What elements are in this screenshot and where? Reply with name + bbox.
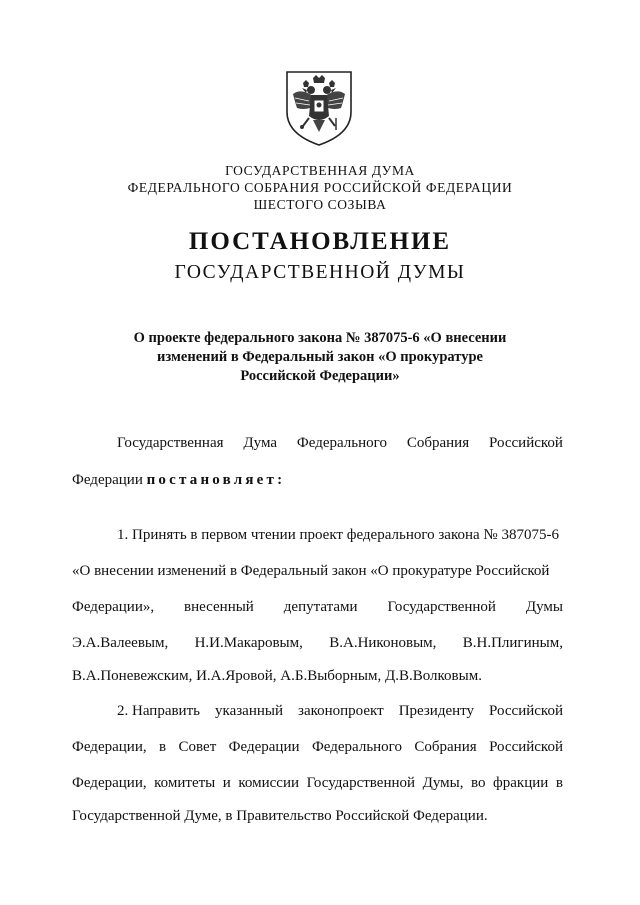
word: Дума <box>243 435 278 451</box>
subject-line-2: изменений в Федеральный закон «О прокуратуре <box>157 349 483 365</box>
word: Российской <box>489 703 563 719</box>
clause-2-line-4: Государственной Думе, в Правительство Российской Федерации. <box>72 808 488 824</box>
subject-line-3: Российской Федерации» <box>240 368 400 384</box>
word: Государственной <box>387 599 496 615</box>
word: Федерации <box>228 739 300 755</box>
word: Собрания <box>414 739 477 755</box>
clause-1-line-3 <box>72 599 563 616</box>
word: во <box>471 775 486 791</box>
clause-2-line-1 <box>117 703 563 720</box>
word: и <box>222 775 231 791</box>
word: Думы <box>525 599 563 615</box>
clause-2-line-2 <box>72 739 563 756</box>
clause-1-line-4 <box>72 635 563 652</box>
clause-1-line-1: 1. Принять в первом чтении проект федерального закона № 387075-6 <box>117 527 559 543</box>
russian-coat-of-arms-icon <box>283 68 355 148</box>
word: Н.И.Макаровым, <box>194 635 303 651</box>
word: Собрания <box>406 435 470 451</box>
word: В.А.Никоновым, <box>329 635 437 651</box>
word: Э.А.Валеевым, <box>72 635 169 651</box>
document-issuer-title: ГОСУДАРСТВЕННОЙ ДУМЫ <box>174 262 466 283</box>
subject-line-1: О проекте федерального закона № 387075-6 «О внесении <box>133 330 507 346</box>
word: Совет <box>178 739 217 755</box>
word: Федерации», <box>72 599 155 615</box>
word: Государственной <box>306 775 416 791</box>
clause-1-line-5: В.А.Поневежским, И.А.Яровой, А.Б.Выборным, Д.В.Волковым. <box>72 668 482 684</box>
word: комиссии <box>238 775 300 791</box>
clause-1-line-2: «О внесении изменений в Федеральный закон «О прокуратуре Российской <box>72 563 550 579</box>
word: Российской <box>489 435 563 451</box>
document-type-title: ПОСТАНОВЛЕНИЕ <box>188 228 452 255</box>
word: Государственная <box>117 435 224 451</box>
word: Российской <box>489 739 563 755</box>
word: в <box>159 739 167 755</box>
word: В.Н.Плигиным, <box>462 635 563 651</box>
word: фракции <box>493 775 549 791</box>
word: Федерации, <box>72 739 147 755</box>
word: Думы, <box>422 775 464 791</box>
word: в <box>555 775 563 791</box>
word: комитеты <box>154 775 216 791</box>
preamble-line-2 <box>72 472 285 489</box>
preamble-country: Федерации <box>72 472 143 488</box>
word: внесенный <box>184 599 254 615</box>
resolves-keyword: постановляет: <box>146 472 286 488</box>
org-name-line-2: ФЕДЕРАЛЬНОГО СОБРАНИЯ РОССИЙСКОЙ ФЕДЕРАЦИИ <box>127 180 513 195</box>
word: Федерального <box>296 435 387 451</box>
convocation-line: ШЕСТОГО СОЗЫВА <box>253 197 387 212</box>
word: депутатами <box>283 599 358 615</box>
clause-2-line-3 <box>72 775 563 792</box>
org-name-line-1: ГОСУДАРСТВЕННАЯ ДУМА <box>225 163 415 178</box>
word: Президенту <box>398 703 475 719</box>
preamble-line-1 <box>117 435 563 452</box>
word: указанный <box>215 703 283 719</box>
word: 2. Направить <box>117 703 200 719</box>
word: Федерации, <box>72 775 147 791</box>
document-subject <box>0 329 640 386</box>
word: Федерального <box>311 739 402 755</box>
word: законопроект <box>298 703 384 719</box>
